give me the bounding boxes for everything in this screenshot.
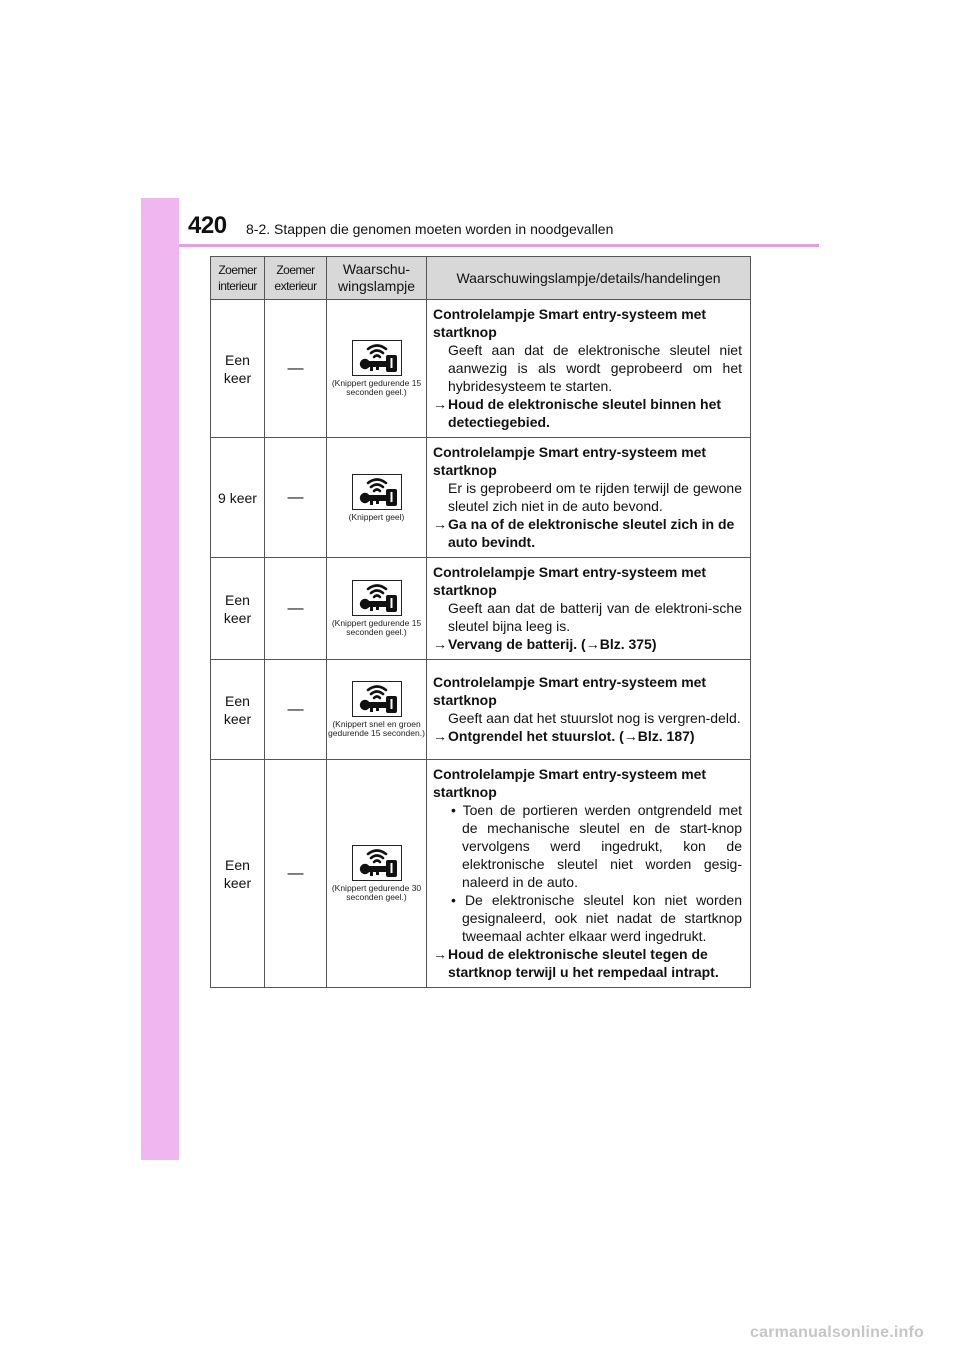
detail-bullet bbox=[433, 801, 742, 891]
lamp-caption: (Knippert gedurende 15 seconden geel.) bbox=[331, 378, 422, 397]
bullet-dot: • bbox=[451, 802, 463, 818]
detail-title: Controlelampje Smart entry-systeem met startknop bbox=[433, 306, 707, 340]
detail-title: Controlelampje Smart entry-systeem met startknop bbox=[433, 766, 707, 800]
buzzer-interior-cell bbox=[211, 438, 265, 558]
buzzer-interior-value: Een keer bbox=[223, 351, 252, 386]
detail-action bbox=[433, 395, 742, 431]
buzzer-interior-cell bbox=[211, 300, 265, 438]
detail-bullet-text: Toen de portieren werden ontgrendeld met de mechanische sleutel en de start-knop vervolgens werd ingedrukt, kon de elektronische sleutel niet worden gesig-naleerd in de auto. bbox=[462, 802, 742, 890]
warning-light-cell bbox=[327, 558, 427, 660]
arrow-right-icon: → bbox=[433, 728, 447, 744]
table-row bbox=[211, 558, 751, 660]
header-warning-light bbox=[327, 257, 427, 300]
buzzer-exterior-cell bbox=[265, 438, 327, 558]
page-number: 420 bbox=[188, 212, 227, 239]
buzzer-exterior-value: — bbox=[287, 864, 304, 882]
details-cell bbox=[427, 438, 751, 558]
smart-key-icon bbox=[352, 580, 402, 616]
detail-action-text: Vervang de batterij. (→Blz. 375) bbox=[448, 636, 657, 652]
table-row bbox=[211, 660, 751, 760]
detail-action-text: Houd de elektronische sleutel tegen de startknop terwijl u het rempedaal intrapt. bbox=[448, 946, 719, 980]
header-buzzer-exterior-label: Zoemer exterieur bbox=[274, 263, 317, 293]
detail-description: Er is geprobeerd om te rijden terwijl de gewone sleutel zich niet in de auto bevond. bbox=[448, 480, 742, 514]
detail-title: Controlelampje Smart entry-systeem met startknop bbox=[433, 564, 707, 598]
warning-light-cell bbox=[327, 660, 427, 760]
smart-key-icon bbox=[352, 474, 402, 510]
buzzer-interior-value: 9 keer bbox=[218, 489, 257, 506]
detail-action-text: Houd de elektronische sleutel binnen het detectiegebied. bbox=[448, 396, 722, 430]
buzzer-interior-cell bbox=[211, 558, 265, 660]
arrow-right-icon: → bbox=[433, 636, 447, 652]
header-details bbox=[427, 257, 751, 300]
header-buzzer-exterior bbox=[265, 257, 327, 300]
detail-action bbox=[433, 727, 742, 745]
header-buzzer-interior-label: Zoemer interieur bbox=[218, 263, 257, 293]
details-cell bbox=[427, 558, 751, 660]
header-buzzer-interior bbox=[211, 257, 265, 300]
lamp-caption: (Knippert geel) bbox=[348, 511, 405, 522]
table-row bbox=[211, 438, 751, 558]
arrow-right-icon: → bbox=[433, 516, 447, 532]
detail-action bbox=[433, 945, 742, 981]
arrow-right-icon: → bbox=[433, 396, 447, 412]
buzzer-interior-value: Een keer bbox=[223, 856, 252, 891]
buzzer-exterior-value: — bbox=[287, 359, 304, 377]
detail-description: Geeft aan dat de batterij van de elektroni-sche sleutel bijna leeg is. bbox=[448, 600, 742, 634]
warning-buzzer-table bbox=[210, 256, 751, 988]
watermark: carmanualsonline.info bbox=[750, 1324, 925, 1341]
table-row bbox=[211, 760, 751, 988]
detail-title: Controlelampje Smart entry-systeem met startknop bbox=[433, 444, 707, 478]
smart-key-icon bbox=[352, 681, 402, 717]
section-sidebar-tab bbox=[141, 198, 179, 1160]
bullet-dot: • bbox=[451, 892, 465, 908]
arrow-right-icon: → bbox=[433, 946, 447, 962]
lamp-caption: (Knippert gedurende 30 seconden geel.) bbox=[331, 883, 422, 902]
header-rule bbox=[179, 244, 819, 247]
details-cell bbox=[427, 660, 751, 760]
buzzer-exterior-value: — bbox=[287, 599, 304, 617]
buzzer-exterior-value: — bbox=[287, 700, 304, 718]
buzzer-exterior-cell bbox=[265, 660, 327, 760]
detail-description: Geeft aan dat het stuurslot nog is vergren-deld. bbox=[448, 710, 741, 726]
details-cell bbox=[427, 300, 751, 438]
warning-light-cell bbox=[327, 438, 427, 558]
detail-action-text: Ontgrendel het stuurslot. (→Blz. 187) bbox=[448, 728, 695, 744]
details-cell bbox=[427, 760, 751, 988]
header-details-label: Waarschuwingslampje/details/handelingen bbox=[456, 269, 721, 286]
table-row bbox=[211, 300, 751, 438]
smart-key-icon bbox=[352, 340, 402, 376]
buzzer-interior-value: Een keer bbox=[223, 692, 252, 727]
warning-light-cell bbox=[327, 760, 427, 988]
table-header-row bbox=[211, 257, 751, 300]
buzzer-exterior-value: — bbox=[287, 488, 304, 506]
section-title: 8-2. Stappen die genomen moeten worden in noodgevallen bbox=[246, 221, 614, 237]
detail-action bbox=[433, 515, 742, 551]
warning-light-cell bbox=[327, 300, 427, 438]
lamp-caption: (Knippert gedurende 15 seconden geel.) bbox=[331, 618, 422, 637]
buzzer-interior-value: Een keer bbox=[223, 591, 252, 626]
header-warning-light-label: Waarschu- wingslampje bbox=[337, 261, 416, 294]
lamp-caption: (Knippert snel en groen gedurende 15 seconden.) bbox=[328, 719, 425, 738]
detail-bullet bbox=[433, 891, 742, 945]
detail-description: Geeft aan dat de elektronische sleutel niet aanwezig is als wordt geprobeerd om het hybridesysteem te starten. bbox=[448, 342, 742, 394]
smart-key-icon bbox=[352, 845, 402, 881]
detail-title: Controlelampje Smart entry-systeem met startknop bbox=[433, 674, 707, 708]
detail-action bbox=[433, 635, 742, 653]
buzzer-exterior-cell bbox=[265, 558, 327, 660]
buzzer-interior-cell bbox=[211, 660, 265, 760]
detail-action-text: Ga na of de elektronische sleutel zich in de auto bevindt. bbox=[448, 516, 735, 550]
buzzer-interior-cell bbox=[211, 760, 265, 988]
buzzer-exterior-cell bbox=[265, 300, 327, 438]
detail-bullet-text: De elektronische sleutel kon niet worden gesignaleerd, ook niet nadat de startknop tweemaal achter elkaar werd ingedrukt. bbox=[462, 892, 742, 944]
buzzer-exterior-cell bbox=[265, 760, 327, 988]
